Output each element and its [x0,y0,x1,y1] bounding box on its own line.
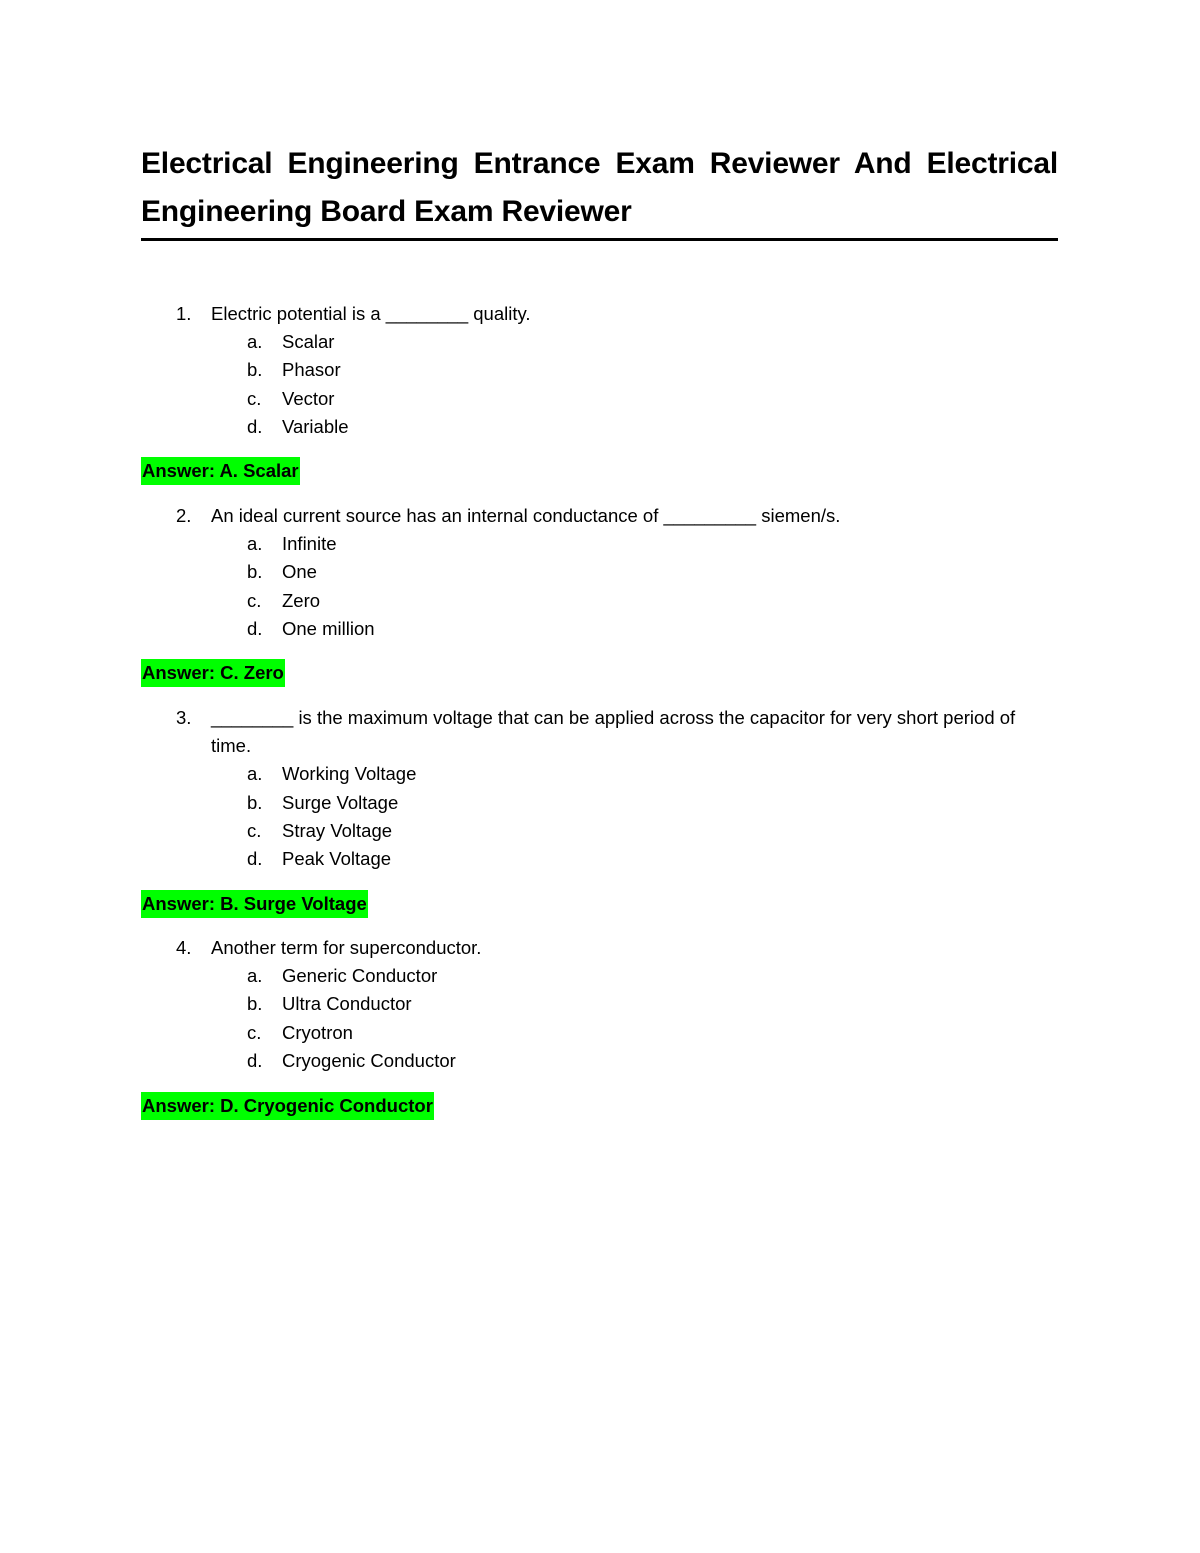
option-text: Vector [282,387,335,409]
question-3 [141,704,1058,873]
option-letter: a. [247,533,263,555]
option-letter: c. [247,819,262,841]
answer-highlight: Answer: B. Surge Voltage [141,890,368,918]
option-text: Phasor [282,359,341,381]
question-number: 1. [176,303,192,324]
option-text: Ultra Conductor [282,993,412,1015]
option-letter: b. [247,791,263,813]
option-text: Peak Voltage [282,848,392,870]
option-letter: c. [247,1021,262,1043]
question-text: ________ is the maximum voltage that can be applied across the capacitor for very short period of time. [211,707,1016,757]
question-text: An ideal current source has an internal conductance of _________ siemen/s. [211,505,841,526]
option-list [141,962,1058,1075]
option-text: One [282,561,317,583]
question-number: 3. [176,707,192,728]
option-letter: b. [247,359,263,381]
option-list [141,760,1058,873]
option-c [141,817,1058,845]
option-letter: d. [247,415,263,437]
option-text: Infinite [282,533,337,555]
option-text: Working Voltage [282,763,417,785]
option-text: Variable [282,415,349,437]
question-stem [141,502,1058,530]
question-text: Electric potential is a ________ quality. [211,303,531,324]
document-title: Electrical Engineering Entrance Exam Reviewer And Electrical Engineering Board Exam Reviewer [141,147,1058,228]
option-text: Cryotron [282,1021,353,1043]
option-text: Cryogenic Conductor [282,1049,456,1071]
option-a [141,760,1058,788]
option-c [141,385,1058,413]
title-underline [141,238,1058,241]
option-d [141,413,1058,441]
option-c [141,587,1058,615]
question-1 [141,300,1058,441]
option-a [141,530,1058,558]
option-letter: d. [247,1049,263,1071]
question-number: 2. [176,505,192,526]
option-a [141,962,1058,990]
question-4 [141,934,1058,1075]
option-b [141,558,1058,586]
option-c [141,1019,1058,1047]
option-a [141,328,1058,356]
option-b [141,990,1058,1018]
option-d [141,615,1058,643]
option-text: Generic Conductor [282,965,438,987]
question-number: 4. [176,937,192,958]
answer-highlight: Answer: A. Scalar [141,457,300,485]
option-d [141,1047,1058,1075]
answer-highlight: Answer: D. Cryogenic Conductor [141,1092,434,1120]
option-list [141,328,1058,441]
option-letter: d. [247,848,263,870]
option-letter: d. [247,617,263,639]
option-letter: c. [247,387,262,409]
option-list [141,530,1058,643]
option-text: Zero [282,589,321,611]
option-d [141,845,1058,873]
question-stem [141,300,1058,328]
option-b [141,789,1058,817]
option-text: Scalar [282,331,335,353]
option-letter: a. [247,331,263,353]
title-block [141,140,1058,241]
question-text: Another term for superconductor. [211,937,482,958]
question-stem [141,934,1058,962]
option-letter: b. [247,993,263,1015]
option-text: One million [282,617,375,639]
option-text: Stray Voltage [282,819,393,841]
question-2 [141,502,1058,643]
option-letter: b. [247,561,263,583]
answer-highlight: Answer: C. Zero [141,659,285,687]
question-stem [141,704,1058,760]
option-letter: c. [247,589,262,611]
option-letter: a. [247,965,263,987]
option-b [141,356,1058,384]
option-letter: a. [247,763,263,785]
option-text: Surge Voltage [282,791,399,813]
